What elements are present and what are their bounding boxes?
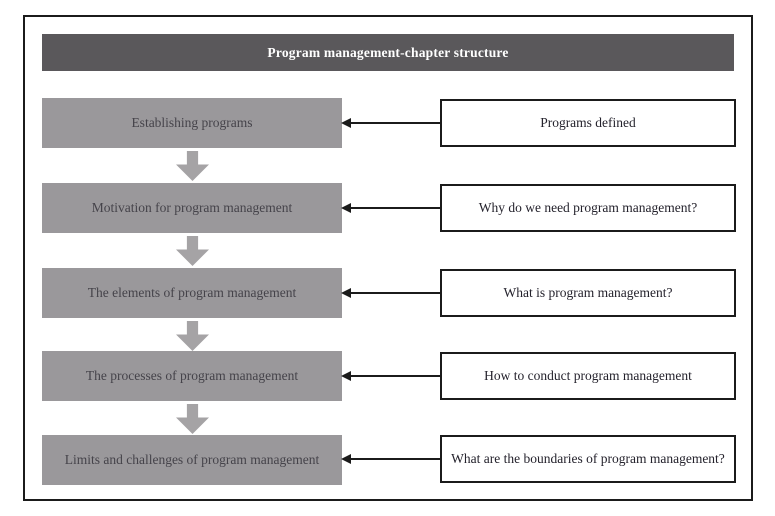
arrow-left-connector: [351, 122, 440, 124]
question-label: Programs defined: [540, 115, 636, 130]
arrow-left-icon: [341, 288, 351, 298]
chapter-box-elements: [42, 268, 342, 318]
arrow-left-connector: [351, 375, 440, 377]
chapter-box-establishing-programs: [42, 98, 342, 148]
question-box-what-is: [440, 269, 736, 317]
question-box-why-need: [440, 184, 736, 232]
arrow-left-icon: [341, 371, 351, 381]
arrow-left-connector: [351, 458, 440, 460]
question-label: Why do we need program management?: [478, 200, 698, 215]
chapter-label: The elements of program management: [87, 285, 297, 300]
chapter-label: Establishing programs: [131, 115, 253, 130]
chapter-label: Motivation for program management: [91, 200, 293, 215]
chapter-box-motivation: [42, 183, 342, 233]
question-label: How to conduct program management: [484, 368, 692, 383]
diagram-outer-frame: [23, 15, 753, 501]
chapter-box-processes: [42, 351, 342, 401]
question-box-boundaries: [440, 435, 736, 483]
arrow-left-connector: [351, 207, 440, 209]
diagram-title: Program management-chapter structure: [267, 44, 509, 60]
arrow-left-icon: [341, 118, 351, 128]
chapter-label: The processes of program management: [85, 368, 299, 383]
question-box-how-to-conduct: [440, 352, 736, 400]
chapter-box-limits-challenges: [42, 435, 342, 485]
arrow-left-icon: [341, 203, 351, 213]
arrow-left-connector: [351, 292, 440, 294]
diagram-title-bar: [42, 34, 734, 71]
question-label: What is program management?: [503, 285, 673, 300]
question-box-programs-defined: [440, 99, 736, 147]
chapter-label: Limits and challenges of program management: [64, 452, 320, 467]
arrow-left-icon: [341, 454, 351, 464]
question-label: What are the boundaries of program management?: [451, 451, 725, 466]
